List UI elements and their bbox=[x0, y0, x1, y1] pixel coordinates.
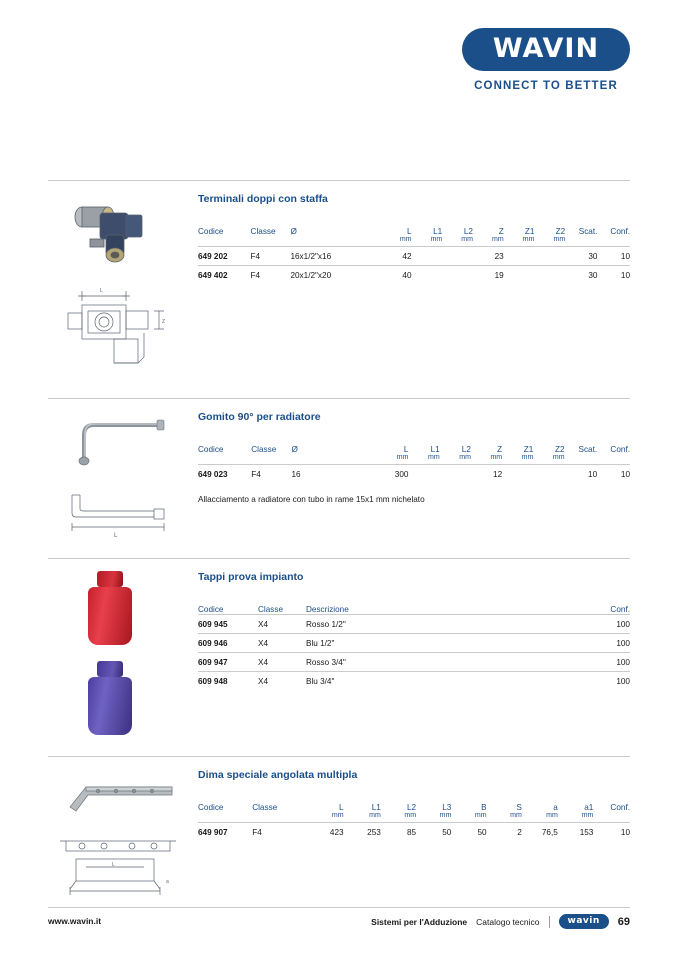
col-unit-z1: mm bbox=[521, 454, 534, 461]
col-header-l: L bbox=[403, 445, 409, 454]
svg-text:L: L bbox=[114, 533, 118, 539]
cell-b: 50 bbox=[451, 823, 486, 842]
cell-l: 40 bbox=[378, 266, 412, 285]
col-header-l2: L2 bbox=[463, 227, 473, 236]
col-unit-codice bbox=[198, 454, 251, 465]
section-tappi-prova bbox=[48, 558, 630, 757]
double-terminal-with-bracket-photo bbox=[60, 195, 160, 275]
table-row bbox=[198, 653, 630, 672]
col-header-classe: Classe bbox=[258, 605, 284, 614]
cell-conf: 100 bbox=[590, 615, 630, 634]
page-footer bbox=[48, 907, 630, 933]
red-plug-body bbox=[88, 587, 132, 645]
col-unit-classe bbox=[252, 812, 306, 823]
col-unit-z2: mm bbox=[553, 236, 566, 243]
svg-text:L: L bbox=[100, 288, 103, 294]
cell-classe: F4 bbox=[252, 823, 306, 842]
col-unit-codice bbox=[198, 812, 252, 823]
cell-conf: 100 bbox=[590, 672, 630, 691]
cell-codice: 649 402 bbox=[198, 266, 251, 285]
cell-conf: 10 bbox=[597, 465, 630, 484]
col-unit-l2: mm bbox=[404, 812, 417, 819]
section-title: Tappi prova impianto bbox=[198, 571, 304, 583]
multiple-angled-template-photo bbox=[64, 767, 184, 823]
col-unit-l: mm bbox=[331, 812, 344, 819]
section-gomito-90 bbox=[48, 398, 630, 559]
col-header-l: L bbox=[339, 803, 344, 812]
col-header-conf: Conf. bbox=[610, 227, 630, 236]
cell-l1: 253 bbox=[344, 823, 381, 842]
cell-diameter: 20x1/2"x20 bbox=[290, 266, 377, 285]
cell-classe: X4 bbox=[258, 653, 306, 672]
col-unit-l: mm bbox=[399, 236, 412, 243]
cell-l2 bbox=[440, 465, 471, 484]
col-unit-conf bbox=[597, 236, 630, 247]
col-header-descrizione: Descrizione bbox=[306, 605, 349, 614]
table-row bbox=[198, 634, 630, 653]
table-row bbox=[198, 672, 630, 691]
cell-classe: X4 bbox=[258, 672, 306, 691]
col-unit-l1: mm bbox=[430, 236, 443, 243]
cell-l1 bbox=[412, 266, 443, 285]
table-row bbox=[198, 615, 630, 634]
cell-l3: 50 bbox=[416, 823, 451, 842]
spec-table bbox=[198, 803, 630, 841]
cell-l2 bbox=[442, 266, 473, 285]
col-unit-a: mm bbox=[546, 812, 558, 819]
col-header-scat: Scat. bbox=[578, 227, 598, 236]
col-header-diameter: Ø bbox=[291, 445, 298, 454]
spec-table bbox=[198, 227, 630, 284]
cell-conf: 10 bbox=[597, 247, 630, 266]
col-header-codice: Codice bbox=[198, 803, 224, 812]
cell-scat: 30 bbox=[565, 247, 597, 266]
logo-tagline: CONNECT TO BETTER bbox=[474, 80, 618, 92]
col-unit-conf bbox=[593, 812, 630, 823]
cell-s: 2 bbox=[487, 823, 522, 842]
test-plugs-photo bbox=[88, 571, 132, 735]
table-row bbox=[198, 823, 630, 842]
col-unit-l2: mm bbox=[459, 454, 471, 461]
cell-classe: X4 bbox=[258, 634, 306, 653]
cell-descrizione: Blu 1/2" bbox=[306, 634, 590, 653]
cell-z: 12 bbox=[471, 465, 502, 484]
svg-text:Z: Z bbox=[162, 319, 166, 325]
cell-a: 76,5 bbox=[522, 823, 558, 842]
cell-conf: 10 bbox=[593, 823, 630, 842]
cell-classe: F4 bbox=[251, 465, 291, 484]
cell-codice: 609 947 bbox=[198, 653, 258, 672]
col-header-l1: L1 bbox=[371, 803, 381, 812]
cell-l: 42 bbox=[378, 247, 412, 266]
col-unit-a1: mm bbox=[581, 812, 594, 819]
cell-l: 300 bbox=[374, 465, 409, 484]
col-header-a: a bbox=[553, 803, 558, 812]
footer-separator bbox=[549, 916, 550, 928]
cell-z1 bbox=[502, 465, 533, 484]
footer-title-bold: Sistemi per l'Adduzione bbox=[371, 916, 468, 927]
cell-codice: 649 023 bbox=[198, 465, 251, 484]
col-header-z1: Z1 bbox=[524, 227, 535, 236]
col-header-l1: L1 bbox=[433, 227, 443, 236]
spec-table bbox=[198, 605, 630, 690]
col-header-conf: Conf. bbox=[610, 803, 630, 812]
footer-divider bbox=[48, 907, 630, 908]
red-test-plug bbox=[88, 571, 132, 645]
section-dima-speciale bbox=[48, 756, 630, 897]
col-unit-z: mm bbox=[490, 454, 503, 461]
col-unit-z: mm bbox=[492, 236, 504, 243]
spec-table bbox=[198, 445, 630, 483]
cell-codice: 649 202 bbox=[198, 247, 251, 266]
cell-codice: 649 907 bbox=[198, 823, 252, 842]
col-unit-scat bbox=[565, 236, 597, 247]
cell-descrizione: Rosso 1/2" bbox=[306, 615, 590, 634]
cell-z2 bbox=[534, 266, 565, 285]
col-header-s: S bbox=[516, 803, 522, 812]
col-unit-l1: mm bbox=[428, 454, 440, 461]
col-unit-diameter bbox=[290, 236, 377, 247]
section-title: Dima speciale angolata multipla bbox=[198, 769, 358, 781]
table-row bbox=[198, 247, 630, 266]
col-header-b: B bbox=[481, 803, 487, 812]
col-header-classe: Classe bbox=[252, 803, 278, 812]
col-header-conf: Conf. bbox=[610, 445, 630, 454]
logo-badge bbox=[462, 28, 630, 71]
cell-codice: 609 946 bbox=[198, 634, 258, 653]
cell-z: 19 bbox=[473, 266, 504, 285]
col-header-diameter: Ø bbox=[290, 227, 297, 236]
cell-z2 bbox=[534, 247, 565, 266]
cell-classe: F4 bbox=[251, 247, 291, 266]
double-terminal-technical-drawing bbox=[58, 281, 178, 381]
svg-text:a: a bbox=[166, 879, 169, 885]
col-header-a1: a1 bbox=[584, 803, 594, 812]
col-unit-classe bbox=[251, 454, 291, 465]
svg-text:L: L bbox=[112, 862, 115, 868]
col-header-z: Z bbox=[498, 227, 504, 236]
cell-conf: 10 bbox=[597, 266, 630, 285]
cell-conf: 100 bbox=[590, 653, 630, 672]
col-unit-z2: mm bbox=[552, 454, 565, 461]
col-unit-scat bbox=[565, 454, 598, 465]
multiple-angled-template-drawing bbox=[56, 833, 182, 899]
col-header-classe: Classe bbox=[250, 227, 276, 236]
page-number: 69 bbox=[617, 915, 630, 928]
col-unit-l: mm bbox=[396, 454, 409, 461]
cell-scat: 30 bbox=[565, 266, 597, 285]
cell-l: 423 bbox=[306, 823, 343, 842]
section-title: Gomito 90° per radiatore bbox=[198, 411, 321, 423]
cell-descrizione: Rosso 3/4" bbox=[306, 653, 590, 672]
cell-z1 bbox=[504, 247, 535, 266]
table-row bbox=[198, 465, 630, 484]
cell-classe: X4 bbox=[258, 615, 306, 634]
cell-diameter: 16 bbox=[291, 465, 373, 484]
cell-descrizione: Blu 3/4" bbox=[306, 672, 590, 691]
cell-codice: 609 948 bbox=[198, 672, 258, 691]
col-header-z2: Z2 bbox=[555, 445, 565, 454]
cell-z1 bbox=[504, 266, 535, 285]
col-header-classe: Classe bbox=[251, 445, 277, 454]
col-header-l3: L3 bbox=[442, 803, 452, 812]
cell-a1: 153 bbox=[558, 823, 594, 842]
col-unit-diameter bbox=[291, 454, 373, 465]
col-header-l2: L2 bbox=[406, 803, 417, 812]
cell-l2: 85 bbox=[381, 823, 416, 842]
col-header-l: L bbox=[406, 227, 412, 236]
wavin-logo bbox=[462, 28, 630, 92]
col-unit-l3: mm bbox=[439, 812, 452, 819]
col-unit-s: mm bbox=[510, 812, 522, 819]
col-header-conf: Conf. bbox=[610, 605, 630, 614]
col-unit-conf bbox=[597, 454, 630, 465]
cell-codice: 609 945 bbox=[198, 615, 258, 634]
col-header-z1: Z1 bbox=[523, 445, 534, 454]
cell-l1 bbox=[408, 465, 439, 484]
cell-classe: F4 bbox=[251, 266, 291, 285]
section-title: Terminali doppi con staffa bbox=[198, 193, 328, 205]
col-unit-l1: mm bbox=[369, 812, 381, 819]
blue-plug-body bbox=[88, 677, 132, 735]
radiator-elbow-technical-drawing bbox=[58, 487, 178, 547]
col-unit-z1: mm bbox=[522, 236, 535, 243]
radiator-elbow-photo bbox=[58, 417, 178, 477]
section-note: Allacciamento a radiatore con tubo in rame 15x1 mm nichelato bbox=[198, 495, 425, 504]
cell-l1 bbox=[412, 247, 443, 266]
col-header-codice: Codice bbox=[198, 227, 224, 236]
section-terminali-doppi bbox=[48, 180, 630, 391]
col-header-z: Z bbox=[497, 445, 503, 454]
col-header-scat: Scat. bbox=[578, 445, 598, 454]
cell-conf: 100 bbox=[590, 634, 630, 653]
footer-wavin-logo: wavin bbox=[559, 914, 609, 929]
col-header-l1: L1 bbox=[430, 445, 440, 454]
col-unit-b: mm bbox=[474, 812, 487, 819]
col-header-l2: L2 bbox=[461, 445, 471, 454]
footer-website[interactable]: www.wavin.it bbox=[48, 916, 102, 926]
red-plug-neck bbox=[97, 571, 123, 587]
col-unit-codice bbox=[198, 236, 251, 247]
table-row bbox=[198, 266, 630, 285]
col-unit-classe bbox=[251, 236, 291, 247]
col-header-codice: Codice bbox=[198, 605, 224, 614]
cell-z: 23 bbox=[473, 247, 504, 266]
blue-plug-neck bbox=[97, 661, 123, 677]
col-header-codice: Codice bbox=[198, 445, 224, 454]
logo-wordmark: WAVIN bbox=[492, 33, 600, 64]
blue-test-plug bbox=[88, 661, 132, 735]
footer-title-regular: Catalogo tecnico bbox=[476, 916, 540, 927]
cell-scat: 10 bbox=[565, 465, 598, 484]
cell-z2 bbox=[533, 465, 564, 484]
col-unit-l2: mm bbox=[461, 236, 473, 243]
cell-diameter: 16x1/2"x16 bbox=[290, 247, 377, 266]
cell-l2 bbox=[442, 247, 473, 266]
col-header-z2: Z2 bbox=[555, 227, 566, 236]
